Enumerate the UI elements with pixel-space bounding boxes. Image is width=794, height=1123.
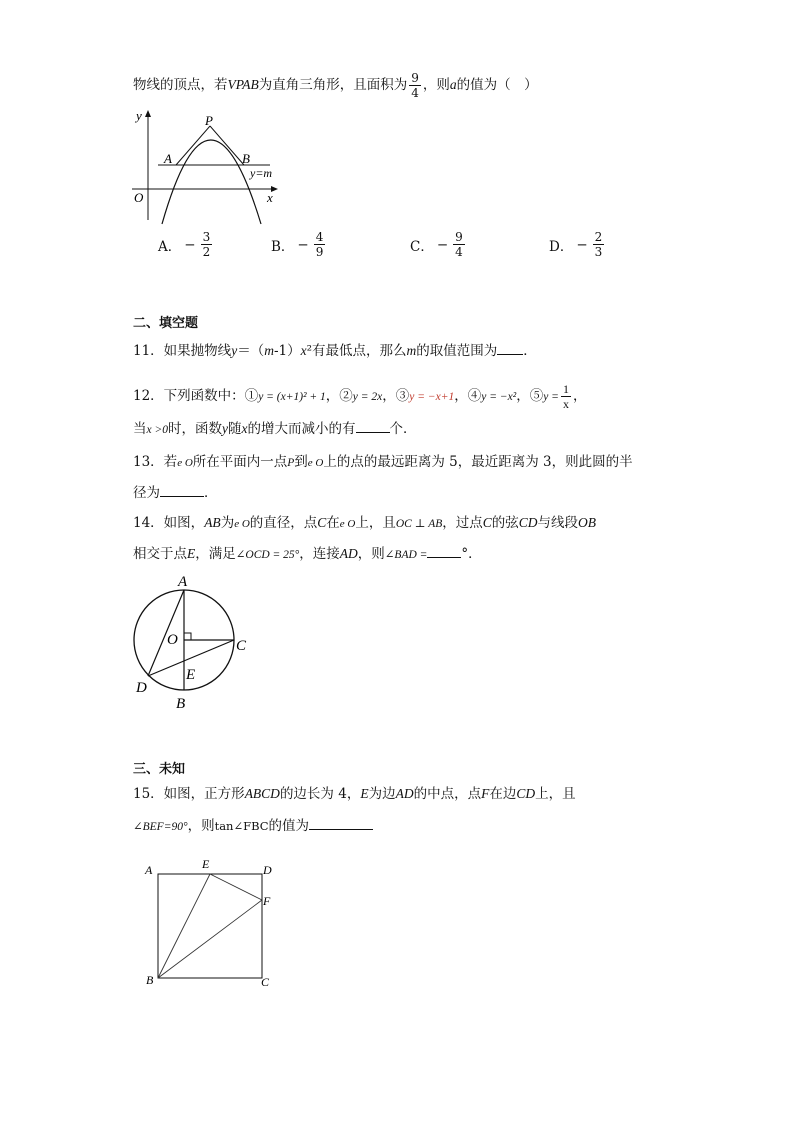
option-num: 9	[455, 230, 463, 244]
q13-line2	[133, 483, 218, 503]
q12-func-5-fraction	[561, 382, 571, 411]
q13-text: ．	[204, 485, 218, 501]
q15-fig-label-e: E	[202, 857, 210, 871]
q12-sep: ，	[325, 388, 340, 404]
q13-text: 到	[294, 454, 308, 470]
option-sign: −	[184, 236, 196, 253]
q12-text: 的增大而减小的有	[247, 421, 356, 437]
q10-option-a[interactable]	[158, 230, 214, 259]
q14-angle-bad: ∠BAD =	[384, 549, 428, 561]
q14-text: ，满足	[195, 546, 236, 562]
q10-fig-label-line: y=m	[250, 166, 273, 180]
option-den: 2	[202, 245, 211, 259]
q15-text: 的边长为 4，	[279, 786, 361, 802]
q11-text: -1）	[273, 343, 301, 359]
q11-text: 有最低点，那么	[312, 343, 407, 359]
option-fraction	[593, 230, 605, 259]
q12-text: 随	[228, 421, 242, 437]
q13-line1	[133, 452, 633, 473]
q12-var: y	[222, 421, 228, 436]
q14-var: CD	[518, 515, 538, 530]
option-letter: A．	[158, 238, 182, 255]
q13-text: 径为	[133, 485, 160, 501]
q13-circle-symbol: e O	[307, 457, 324, 469]
q14-fig-label-a: A	[178, 574, 188, 590]
q11-var: y	[231, 343, 238, 358]
q14-text: 相交于点	[133, 546, 187, 562]
option-num: 3	[202, 230, 211, 244]
q12-line1	[133, 382, 586, 411]
q12-circled-num: ⑤	[529, 388, 544, 404]
q14-text: ，连接	[299, 546, 340, 562]
section-title-fill-blank: 二、填空题	[133, 316, 199, 331]
option-den: 3	[594, 245, 603, 259]
q10-intro	[133, 71, 538, 100]
q15-var: E	[360, 786, 369, 801]
q15-text: 的中点，点	[413, 786, 482, 802]
q12-sep: ，	[454, 388, 468, 404]
q12-text: 时，函数	[168, 421, 222, 437]
q12-var: x	[241, 421, 248, 436]
q14-fig-label-b: B	[176, 696, 186, 712]
option-sign: −	[297, 236, 309, 253]
q12-text: 当	[133, 421, 147, 437]
q15-text: ，则	[187, 818, 215, 834]
option-letter: D．	[549, 238, 574, 255]
q10-area-num: 9	[411, 71, 419, 85]
q11-text: 的取值范围为	[416, 343, 498, 359]
q15-line1	[133, 784, 576, 804]
q11-var: x	[300, 343, 307, 358]
q14-circle-symbol: e O	[339, 518, 356, 530]
q14-fig-label-c: C	[236, 638, 247, 654]
q10-option-c[interactable]	[410, 230, 467, 259]
option-fraction	[201, 230, 213, 259]
q15-text: 上，且	[535, 786, 576, 802]
q15-fig-label-b: B	[146, 973, 154, 987]
q14-text: 上，且	[355, 515, 396, 531]
q11-var: m	[406, 343, 417, 358]
q15-answer-blank[interactable]	[309, 817, 373, 830]
q10-area-den: 4	[411, 86, 419, 100]
q10-parabola-figure	[128, 108, 288, 226]
q11-text: ．	[523, 343, 537, 359]
q10-fig-label-o: O	[134, 190, 144, 205]
q10-text: ，则	[422, 77, 450, 93]
q12-answer-blank[interactable]	[356, 420, 390, 433]
option-fraction	[453, 230, 465, 259]
q13-text: 13．若	[133, 454, 178, 470]
q12-circled-num: ④	[467, 388, 482, 404]
option-den: 9	[315, 245, 324, 259]
q11-var: m	[264, 343, 274, 358]
q10-area-fraction	[409, 71, 421, 100]
q15-var: ABCD	[244, 786, 280, 801]
section-title-unknown: 三、未知	[133, 762, 186, 777]
q11-text: ²	[306, 343, 313, 359]
q14-var: E	[187, 546, 196, 561]
q14-fig-label-e: E	[186, 667, 196, 683]
q10-text: 为直角三角形，且面积为	[258, 77, 408, 93]
q11	[133, 341, 537, 361]
q10-text: 物线的顶点，若	[133, 77, 228, 93]
q14-angle: ∠OCD = 25°	[235, 549, 300, 561]
q12-func-4: y = −x²	[481, 391, 517, 403]
q14-circle-symbol: e O	[234, 518, 250, 530]
q12-line2	[133, 419, 417, 440]
option-fraction	[314, 230, 326, 259]
q12-circled-num: ②	[339, 388, 353, 404]
q12-func-5: y =	[543, 391, 559, 403]
q14-var: OB	[578, 515, 597, 530]
q15-text: 的值为	[268, 818, 310, 834]
q12-cond: x >0	[146, 424, 168, 436]
q14-text: 在	[326, 515, 340, 531]
q15-fig-label-c: C	[261, 975, 270, 989]
q14-text: ，则	[357, 546, 385, 562]
q13-answer-blank[interactable]	[160, 484, 204, 497]
q15-text: 15．如图，正方形	[133, 786, 245, 802]
q15-line2	[133, 816, 373, 837]
option-sign: −	[576, 236, 588, 253]
q12-f5-num: 1	[562, 382, 569, 396]
q14-fig-label-d: D	[136, 680, 147, 696]
q15-text: 为边	[368, 786, 396, 802]
q11-text: 11．如果抛物线	[133, 343, 232, 359]
q14-text: 的直径，点	[249, 515, 318, 531]
q12-text: 个．	[389, 421, 417, 437]
q12-f5-den: x	[562, 397, 569, 411]
option-den: 4	[455, 245, 463, 259]
option-sign: −	[436, 236, 449, 253]
q12-sep: ，	[516, 388, 530, 404]
q13-text: 所在平面内一点	[192, 454, 288, 470]
q12-circled-num: ③	[395, 388, 410, 404]
q11-answer-blank[interactable]	[497, 342, 523, 355]
q10-fig-label-x: x	[267, 190, 273, 205]
q15-var: CD	[516, 786, 536, 801]
q14-var: AD	[339, 546, 358, 561]
option-letter: C．	[410, 238, 434, 255]
q14-circle-figure	[128, 570, 268, 712]
q10-option-d[interactable]	[549, 230, 606, 259]
q10-triangle: VPAB	[227, 77, 259, 92]
q10-fig-label-a: A	[164, 151, 172, 166]
q10-fig-label-p: P	[205, 113, 213, 128]
q15-fig-label-a: A	[145, 863, 153, 877]
option-num: 4	[315, 230, 324, 244]
option-letter: B．	[271, 238, 295, 255]
q15-var: F	[481, 786, 490, 801]
q14-line1	[133, 513, 596, 534]
q15-square-figure	[140, 855, 290, 995]
q10-fig-label-b: B	[242, 151, 250, 166]
q15-fig-label-d: D	[263, 863, 272, 877]
q10-var-a: a	[449, 77, 457, 92]
q14-cond: OC ⊥ AB	[395, 518, 443, 530]
q10-option-b[interactable]	[271, 230, 327, 259]
q15-tan-expr: tan∠FBC	[214, 819, 269, 833]
q13-circle-symbol: e O	[177, 457, 193, 469]
q12-text: 12．下列函数中：	[133, 388, 245, 404]
q15-text: 在边	[489, 786, 517, 802]
q10-fig-label-y: y	[136, 108, 142, 123]
q12-func-2: y = 2x	[352, 391, 383, 403]
q15-var: AD	[395, 786, 414, 801]
q12-sep: ，	[382, 388, 396, 404]
q12-func-1: y = (x+1)² + 1	[258, 391, 326, 403]
q13-text: 上的点的最远距离为 5，最近距离为 3，则此圆的半	[323, 454, 633, 470]
q14-text: 的弦	[491, 515, 519, 531]
q15-fig-label-f: F	[263, 894, 271, 908]
q14-var: C	[482, 515, 492, 530]
q12-circled-num: ①	[244, 388, 259, 404]
q10-text: 的值为（ ）	[456, 77, 538, 93]
q12-sep: ，	[572, 388, 587, 404]
q14-text: ，过点	[442, 515, 483, 531]
q12-func-3: y = −x+1	[409, 391, 455, 403]
option-num: 2	[594, 230, 603, 244]
q14-text: °．	[461, 546, 482, 562]
q14-text: 为	[220, 515, 235, 531]
q11-text: ＝（	[237, 343, 265, 359]
q14-var: C	[317, 515, 327, 530]
q14-answer-blank[interactable]	[427, 545, 461, 558]
q14-text: 14．如图，	[133, 515, 205, 531]
q14-line2	[133, 544, 482, 565]
q14-fig-label-o: O	[167, 632, 178, 648]
q13-var: P	[287, 457, 295, 469]
q14-text: 与线段	[537, 515, 579, 531]
q14-var: AB	[204, 515, 221, 530]
q15-angle: ∠BEF=90°	[133, 821, 188, 833]
